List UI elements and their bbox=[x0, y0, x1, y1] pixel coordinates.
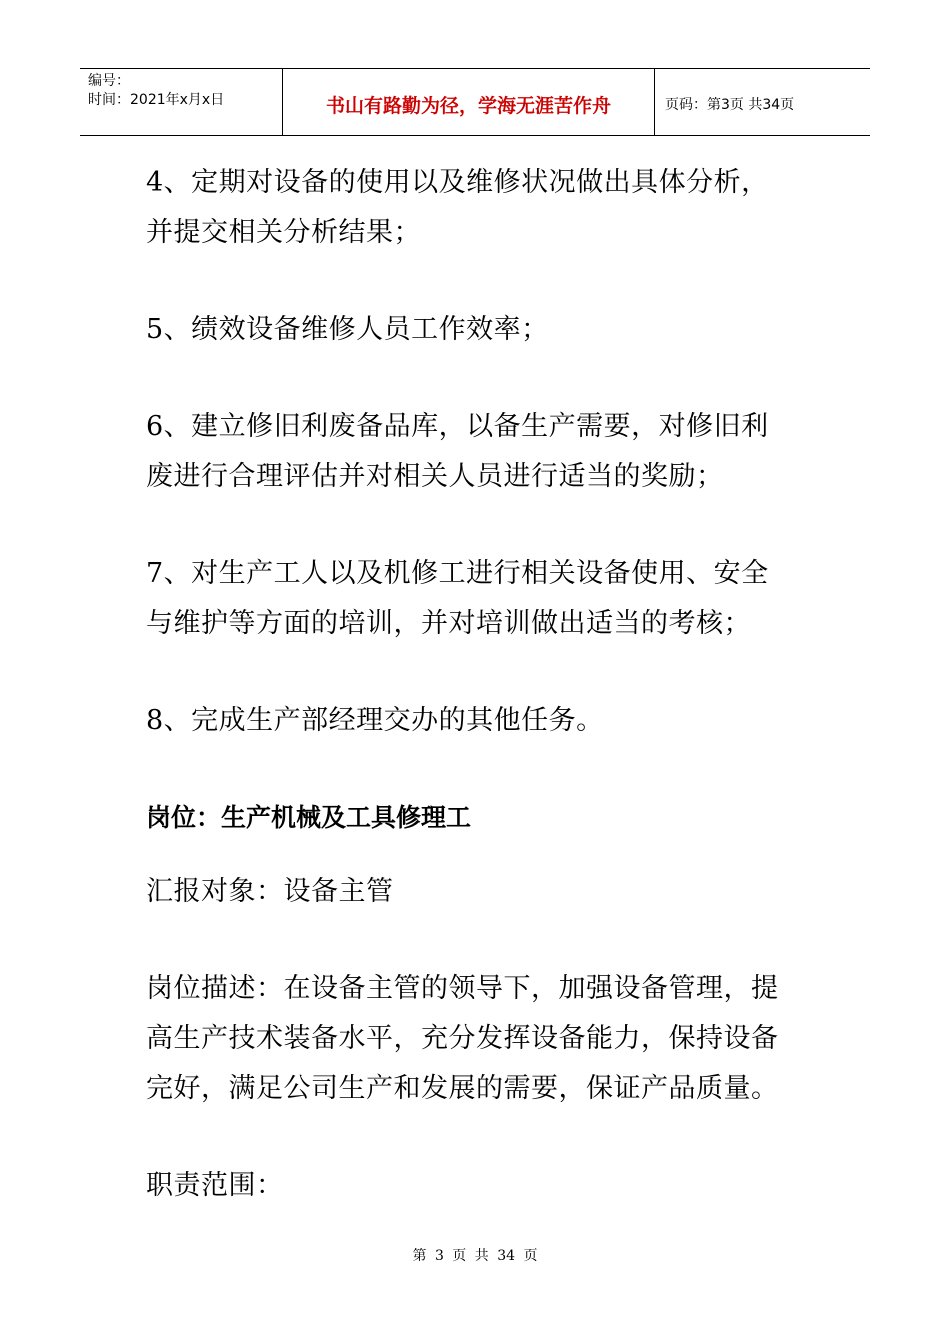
document-body bbox=[146, 158, 818, 1211]
header-motto: 书山有路勤为径，学海无涯苦作舟 bbox=[283, 69, 655, 135]
description-line-3: 完好，满足公司生产和发展的需要，保证产品质量。 bbox=[146, 1073, 779, 1104]
description-line-1: 岗位描述：在设备主管的领导下，加强设备管理，提 bbox=[146, 973, 779, 1004]
page-footer: 第 3 页 共 34 页 bbox=[412, 1248, 538, 1264]
header-page-info: 页码：第3页 共34页 bbox=[665, 97, 795, 113]
scope-label: 职责范围： bbox=[146, 1170, 284, 1201]
item-8-line-1: 8、完成生产部经理交办的其他任务。 bbox=[146, 705, 604, 736]
item-6-line-1: 6、建立修旧利废备品库，以备生产需要，对修旧利 bbox=[146, 411, 769, 442]
item-4-line-1: 4、定期对设备的使用以及维修状况做出具体分析， bbox=[146, 167, 769, 198]
position-title: 岗位：生产机械及工具修理工 bbox=[146, 803, 472, 832]
item-7-line-1: 7、对生产工人以及机修工进行相关设备使用、安全 bbox=[146, 558, 769, 589]
description-line-2: 高生产技术装备水平，充分发挥设备能力，保持设备 bbox=[146, 1023, 779, 1054]
header-meta bbox=[80, 69, 283, 135]
item-4-line-2: 并提交相关分析结果； bbox=[146, 217, 421, 248]
date-label: 时间：2021年x月x日 bbox=[88, 92, 225, 108]
item-7-line-2: 与维护等方面的培训，并对培训做出适当的考核； bbox=[146, 608, 751, 639]
item-5-line-1: 5、绩效设备维修人员工作效率； bbox=[146, 314, 549, 345]
report-to: 汇报对象：设备主管 bbox=[146, 876, 394, 907]
item-6-line-2: 废进行合理评估并对相关人员进行适当的奖励； bbox=[146, 461, 724, 492]
page-header bbox=[80, 68, 870, 136]
serial-label: 编号： bbox=[88, 73, 130, 89]
